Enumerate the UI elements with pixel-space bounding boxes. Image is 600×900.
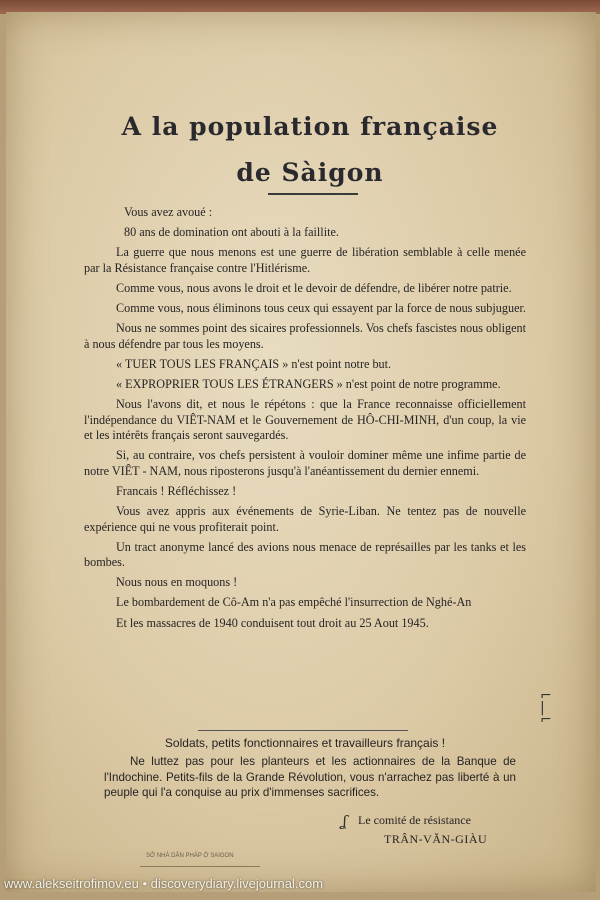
paragraph: Ne luttez pas pour les planteurs et les actionnaires de la Banque de l'Indochine. Petits-fils de la Grande Révolution, vous n'arrachez pas liberté à un peuple qui l'a conquise au prix d'immenses sacrifices. xyxy=(104,755,516,799)
paragraph: Nous l'avons dit, et nous le répétons : que la France reconnaisse officiellement l'indépendance du VIÊT-NAM et le Gouvernement de HÔ-CHI-MINH, d'un coup, la vie et les intérêts français seront sauvegardés. xyxy=(84,396,526,443)
watermark-text: www.alekseitrofimov.eu • discoverydiary.livejournal.com xyxy=(4,876,324,891)
footer-note: SỞ NHÀ DÂN PHÁP Ở SAIGON xyxy=(146,853,234,859)
paragraph: La guerre que nous menons est une guerre de libération semblable à celle menée par la Résistance française contre l'Hitlérisme. xyxy=(84,245,526,275)
paragraph: Francais ! Réfléchissez ! xyxy=(116,483,237,498)
handwritten-mark: ⌐ | ⌐ xyxy=(540,688,552,728)
paragraph: Et les massacres de 1940 conduisent tout droit au 25 Aout 1945. xyxy=(116,615,429,630)
subheading: Soldats, petits fonctionnaires et travailleurs français ! xyxy=(164,736,446,750)
footer-rule xyxy=(140,866,260,867)
paragraph: « TUER TOUS LES FRANÇAIS » n'est point notre but. xyxy=(116,356,392,371)
paragraph: Le bombardement de Cô-Am n'a pas empêché l'insurrection de Nghé-An xyxy=(116,595,472,610)
signature-name: TRÂN-VĂN-GIÀU xyxy=(384,832,488,846)
title-line-1: A la population française xyxy=(121,112,499,141)
title-line-2: de Sàigon xyxy=(236,158,384,187)
paragraph: Vous avez avoué : xyxy=(124,205,213,219)
paragraph: Comme vous, nous éliminons tous ceux qui essayent par la force de nous subjuguer. xyxy=(116,300,526,315)
closing-paragraph xyxy=(104,754,516,801)
section-divider xyxy=(198,730,408,731)
title-underline xyxy=(268,193,358,195)
handwritten-signature-mark: ʆ xyxy=(342,812,347,830)
paragraph: Un tract anonyme lancé des avions nous menace de représailles par les tanks et les bombes. xyxy=(84,539,526,570)
signature-committee: Le comité de résistance xyxy=(358,813,471,827)
paragraph: Vous avez appris aux événements de Syrie-Liban. Ne tentez pas de nouvelle expérience qui ne vous profiterait point. xyxy=(84,504,526,534)
paragraph: Si, au contraire, vos chefs persistent à vouloir dominer même une infime partie de notre VIÊT - NAM, nous riposterons jusqu'à l'anéantissement du dernier ennemi. xyxy=(84,448,526,478)
paragraph: Nous nous en moquons ! xyxy=(116,575,238,590)
paragraph: 80 ans de domination ont abouti à la faillite. xyxy=(124,225,339,240)
paragraph: Nous ne sommes point des sicaires professionnels. Vos chefs fascistes nous obligent à nous défendre par tous les moyens. xyxy=(84,321,526,351)
poster-body xyxy=(84,205,526,636)
paragraph: « EXPROPRIER TOUS LES ÉTRANGERS » n'est point de notre programme. xyxy=(116,376,501,391)
paragraph: Comme vous, nous avons le droit et le devoir de défendre, de libérer notre patrie. xyxy=(116,280,512,295)
